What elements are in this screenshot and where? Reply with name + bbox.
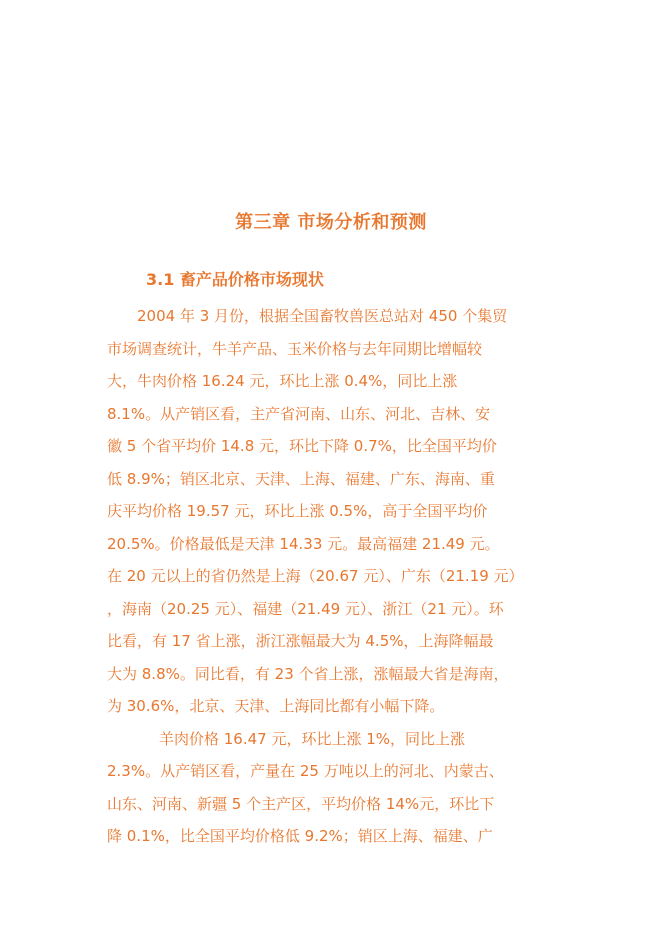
text-line: 庆平均价格 19.57 元，环比上涨 0.5%，高于全国平均价 — [107, 502, 488, 520]
text-line: ，海南（20.25 元）、福建（21.49 元）、浙江（21 元）。环 — [107, 599, 504, 618]
text-line: 大，牛肉价格 16.24 元，环比上涨 0.4%，同比上涨 — [107, 372, 458, 390]
text-line: 低 8.9%；销区北京、天津、上海、福建、广东、海南、重 — [107, 469, 495, 488]
paragraph-beef-prices — [107, 300, 577, 723]
text-line: 2.3%。从产销区看，产量在 25 万吨以上的河北、内蒙古、 — [107, 762, 504, 780]
text-line: 市场调查统计，牛羊产品、玉米价格与去年同期比增幅较 — [107, 339, 483, 358]
text-line: 大为 8.8%。同比看，有 23 个省上涨，涨幅最大省是海南， — [107, 664, 509, 683]
body-text — [107, 300, 577, 853]
text-line: 山东、河南、新疆 5 个主产区，平均价格 14%元，环比下 — [107, 794, 495, 813]
text-line: 为 30.6%，北京、天津、上海同比都有小幅下降。 — [107, 697, 445, 715]
text-line: 在 20 元以上的省仍然是上海（20.67 元）、广东（21.19 元） — [107, 567, 524, 585]
text-line: 降 0.1%，比全国平均价格低 9.2%；销区上海、福建、广 — [107, 827, 493, 845]
section-heading: 3.1 畜产品价格市场现状 — [146, 270, 324, 289]
chapter-title: 第三章 市场分析和预测 — [235, 212, 427, 233]
text-line: 比看，有 17 省上涨，浙江涨幅最大为 4.5%，上海降幅最 — [107, 632, 494, 650]
text-line: 8.1%。从产销区看，主产省河南、山东、河北、吉林、安 — [107, 404, 491, 423]
text-line: 徽 5 个省平均价 14.8 元，环比下降 0.7%，比全国平均价 — [107, 437, 497, 455]
text-line: 羊肉价格 16.47 元，环比上涨 1%，同比上涨 — [159, 729, 466, 748]
text-line: 2004 年 3 月份，根据全国畜牧兽医总站对 450 个集贸 — [137, 307, 508, 325]
paragraph-mutton-prices — [107, 723, 577, 853]
text-line: 20.5%。价格最低是天津 14.33 元。最高福建 21.49 元。 — [107, 534, 500, 553]
